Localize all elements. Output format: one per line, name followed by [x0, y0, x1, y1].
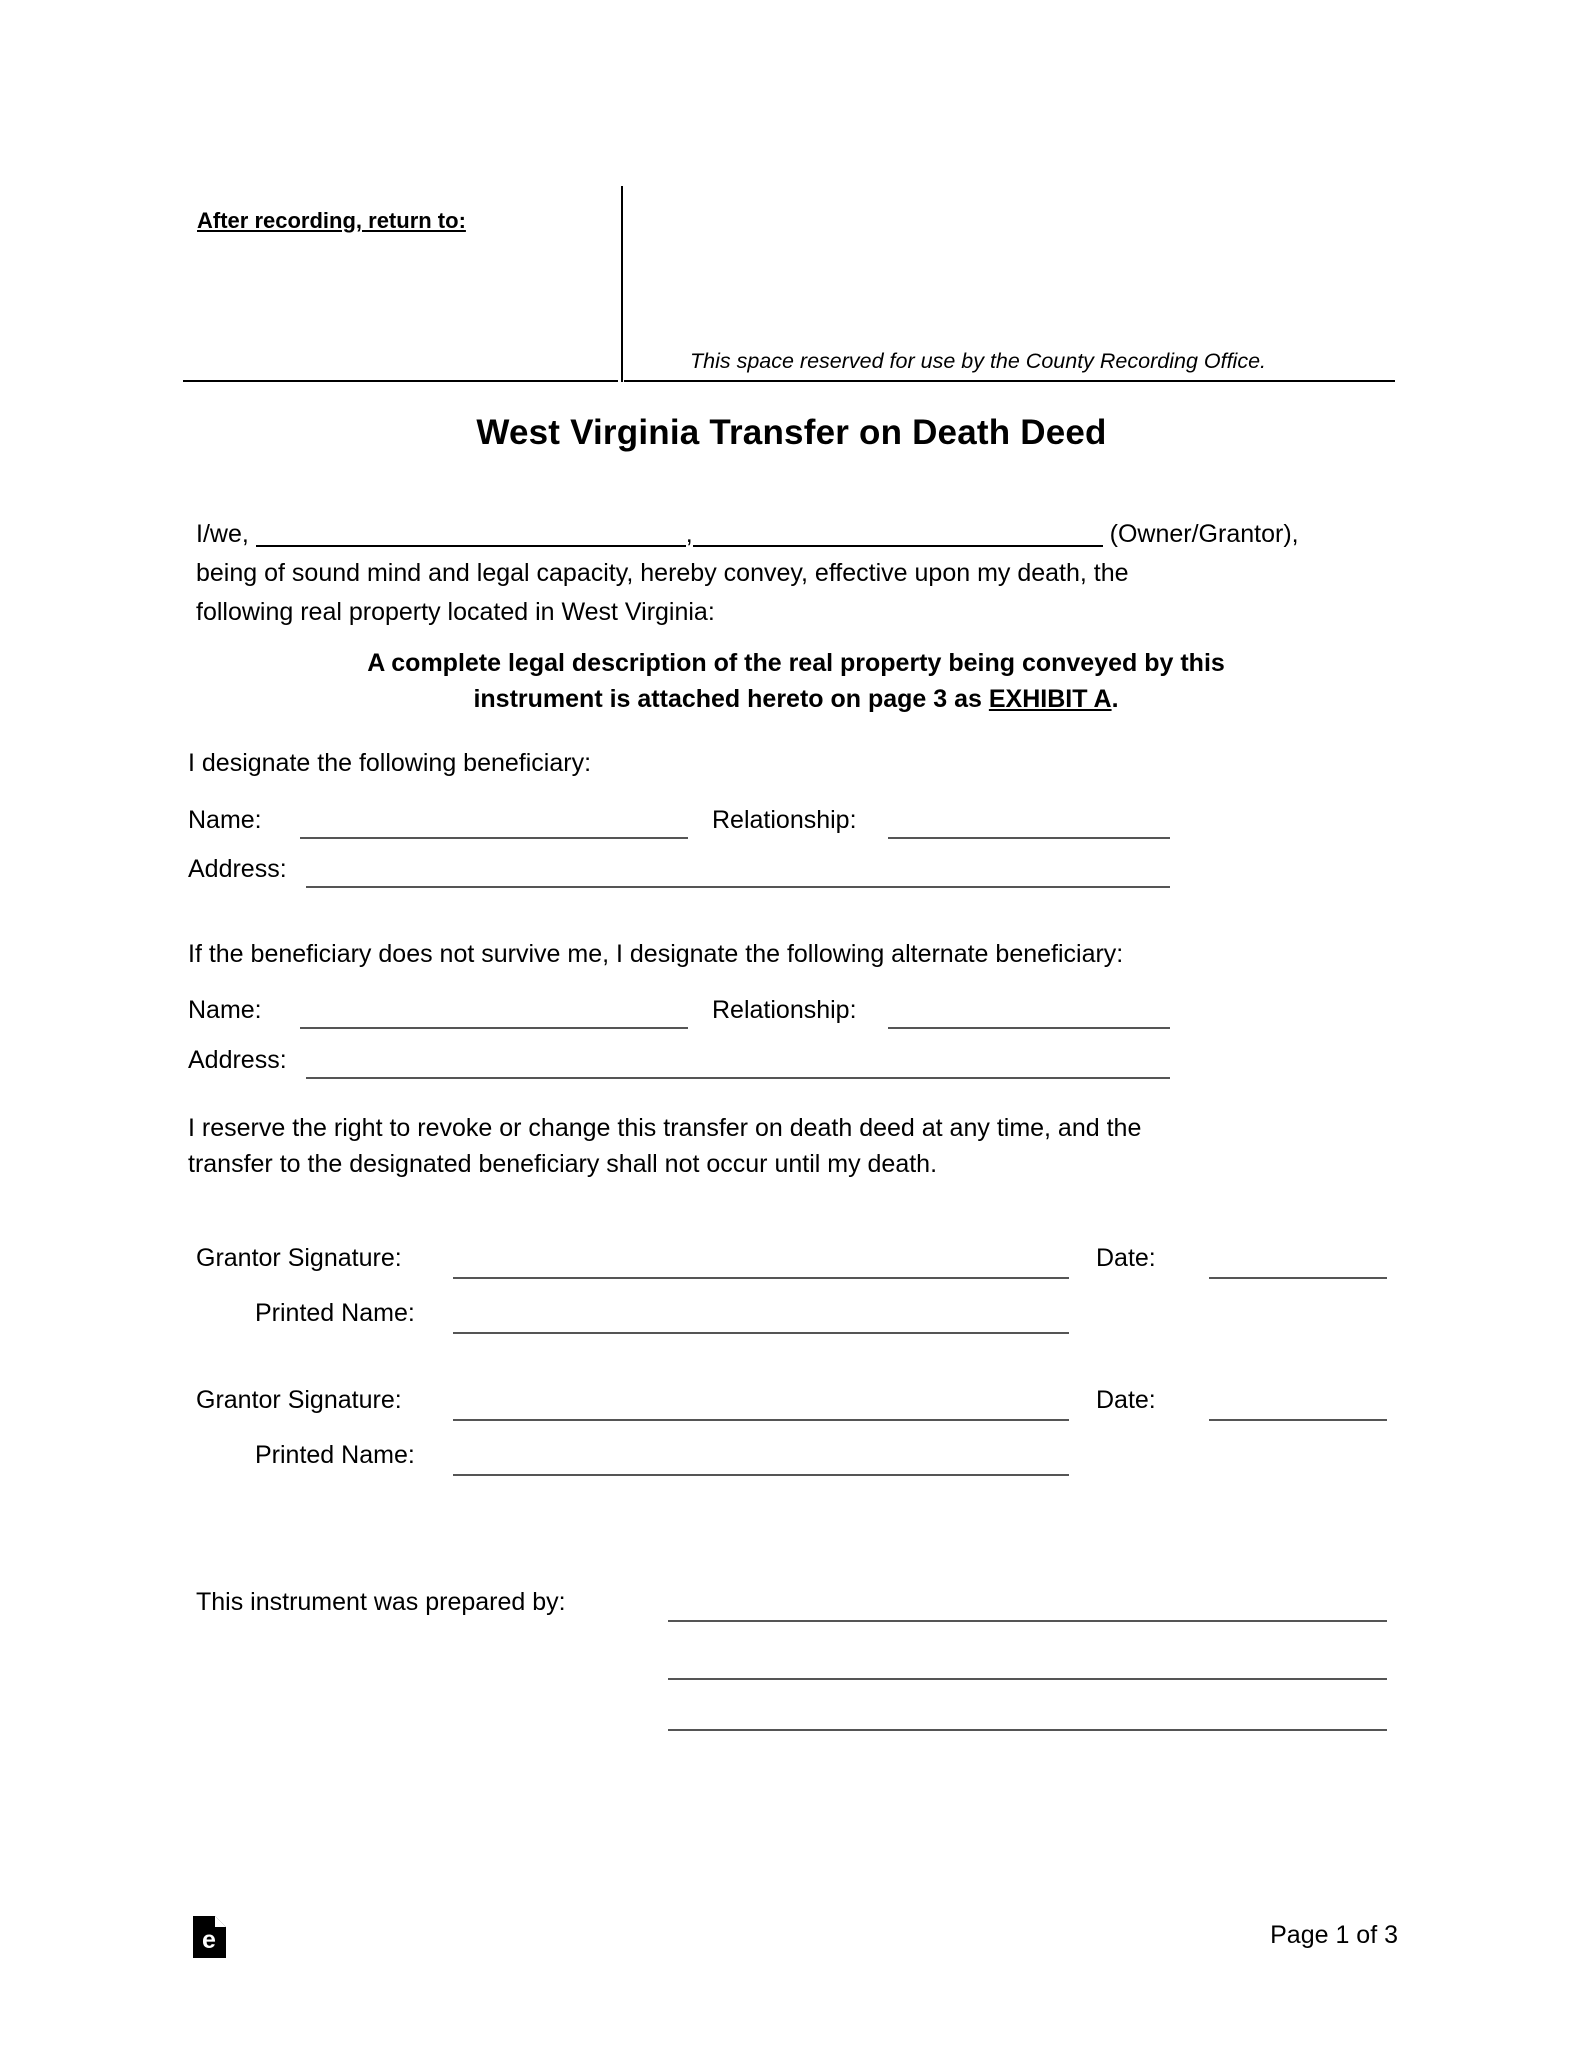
beneficiary-address-label: Address: — [188, 855, 287, 883]
grantor-date-label-1: Date: — [1096, 1244, 1156, 1272]
beneficiary-address-row — [188, 855, 1398, 889]
alternate-beneficiary-address-label: Address: — [188, 1046, 287, 1074]
alternate-beneficiary-address-row — [188, 1046, 1398, 1080]
prepared-by-input-line-3[interactable] — [668, 1729, 1387, 1731]
beneficiary-relationship-label: Relationship: — [712, 806, 857, 834]
alternate-beneficiary-name-input[interactable] — [300, 1027, 688, 1029]
exhibit-notice-line-2 — [196, 681, 1396, 717]
beneficiary-name-row — [188, 806, 1398, 840]
grantor-signature-label-2: Grantor Signature: — [196, 1386, 402, 1414]
alternate-beneficiary-relationship-input[interactable] — [888, 1027, 1170, 1029]
exhibit-a-notice — [196, 645, 1396, 717]
return-address-box — [183, 186, 618, 382]
intro-suffix: (Owner/Grantor), — [1109, 520, 1299, 548]
alternate-beneficiary-address-input[interactable] — [306, 1077, 1170, 1079]
grantor-printed-name-label-2: Printed Name: — [255, 1441, 415, 1469]
prepared-by-input-line-1[interactable] — [668, 1620, 1387, 1622]
intro-line-3: following real property located in West Virginia: — [196, 598, 715, 626]
page-title: West Virginia Transfer on Death Deed — [476, 413, 1107, 452]
intro-line-2: being of sound mind and legal capacity, hereby convey, effective upon my death, the — [196, 559, 1129, 587]
intro-line-1 — [196, 515, 1396, 554]
owner-grantor-name-field-1[interactable] — [256, 520, 686, 547]
prepared-by-label: This instrument was prepared by: — [196, 1588, 566, 1616]
exhibit-notice-suffix: . — [1111, 685, 1119, 713]
exhibit-notice-line-1: A complete legal description of the real property being conveyed by this — [367, 649, 1225, 677]
revocation-line-1: I reserve the right to revoke or change this transfer on death deed at any time, and the — [188, 1114, 1142, 1142]
svg-text:e: e — [202, 1926, 216, 1954]
grantor-signature-label-1: Grantor Signature: — [196, 1244, 402, 1272]
header-vertical-divider — [621, 186, 623, 382]
beneficiary-name-label: Name: — [188, 806, 262, 834]
grantor-printed-name-label-1: Printed Name: — [255, 1299, 415, 1327]
exhibit-a-label: EXHIBIT A — [988, 685, 1112, 713]
alternate-beneficiary-name-label: Name: — [188, 996, 262, 1024]
recording-header-box — [183, 186, 1395, 386]
beneficiary-name-input[interactable] — [300, 837, 688, 839]
grantor-signature-input-2[interactable] — [453, 1419, 1069, 1421]
revocation-paragraph — [188, 1110, 1403, 1182]
beneficiary-address-input[interactable] — [306, 886, 1170, 888]
alternate-beneficiary-relationship-label: Relationship: — [712, 996, 857, 1024]
intro-paragraph — [196, 515, 1396, 632]
grantor-date-label-2: Date: — [1096, 1386, 1156, 1414]
prepared-by-input-line-2[interactable] — [668, 1678, 1387, 1680]
beneficiary-relationship-input[interactable] — [888, 837, 1170, 839]
grantor-date-input-1[interactable] — [1209, 1277, 1387, 1279]
exhibit-notice-prefix: instrument is attached hereto on page 3 as — [473, 685, 989, 713]
grantor-printed-name-input-1[interactable] — [453, 1332, 1069, 1334]
county-recording-space — [624, 186, 1395, 382]
beneficiary-heading: I designate the following beneficiary: — [188, 749, 592, 777]
page-number: Page 1 of 3 — [1270, 1921, 1398, 1949]
intro-prefix: I/we, — [196, 520, 249, 548]
after-recording-return-to-label: After recording, return to: — [197, 208, 466, 233]
grantor-date-input-2[interactable] — [1209, 1419, 1387, 1421]
owner-grantor-name-field-2[interactable] — [693, 520, 1103, 547]
reserved-space-note: This space reserved for use by the County Recording Office. — [690, 349, 1266, 373]
alternate-beneficiary-heading: If the beneficiary does not survive me, I designate the following alternate beneficiary: — [188, 940, 1124, 968]
eforms-logo — [193, 1916, 226, 1958]
alternate-beneficiary-name-row — [188, 996, 1398, 1030]
revocation-line-2: transfer to the designated beneficiary shall not occur until my death. — [188, 1150, 938, 1178]
grantor-printed-name-input-2[interactable] — [453, 1474, 1069, 1476]
grantor-signature-input-1[interactable] — [453, 1277, 1069, 1279]
intro-separator: , — [685, 520, 693, 548]
